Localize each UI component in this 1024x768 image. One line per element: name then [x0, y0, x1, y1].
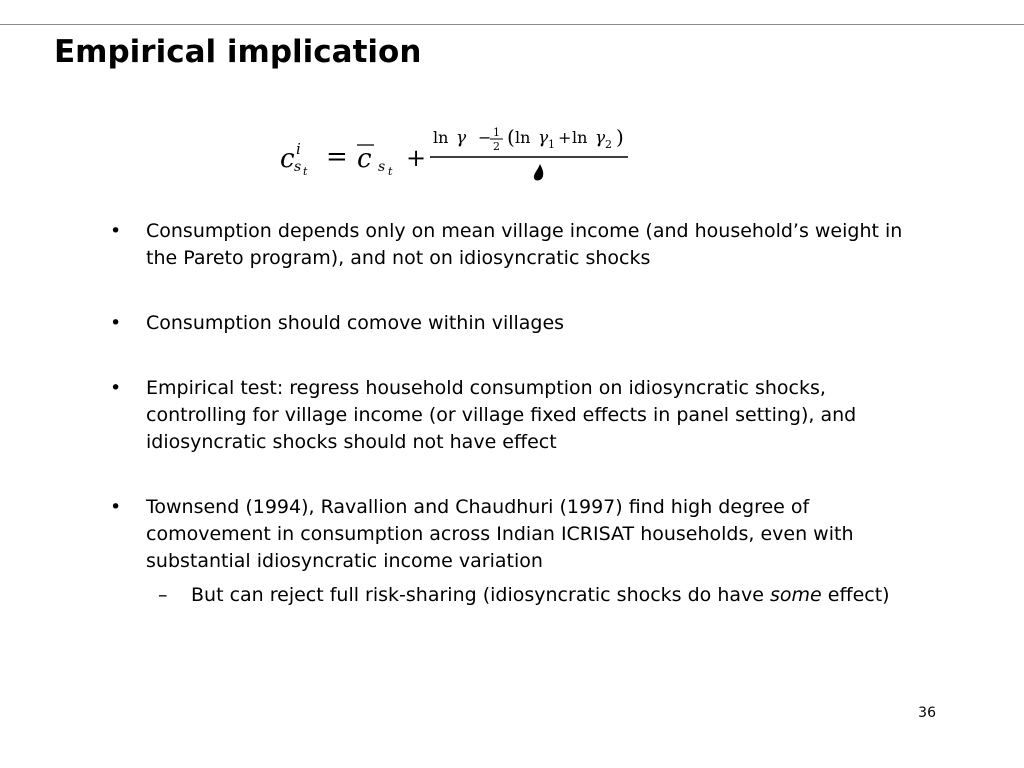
eq-plus-2: + [558, 128, 572, 147]
eq-gamma-2: γ [538, 128, 549, 148]
eq-lhs-sub: s [294, 159, 302, 175]
eq-paren-open: ( [507, 125, 515, 149]
eq-lhs-subsub: t [303, 165, 308, 178]
bullet-text: Consumption depends only on mean village income (and household’s weight in the Pareto program), and not on idiosyncratic shocks [146, 220, 903, 269]
top-divider-line [0, 24, 1024, 25]
bullet-item [110, 375, 910, 456]
eq-plus: + [406, 144, 427, 172]
eq-lhs-c: c [280, 144, 295, 174]
eq-gamma-1: γ [456, 128, 467, 148]
eq-ln-1: ln [433, 128, 449, 147]
eq-lhs-superscript: i [296, 140, 301, 158]
eq-frac-num: 1 [493, 126, 500, 139]
sub-bullet-marker: – [158, 584, 168, 606]
bullet-item [110, 310, 910, 337]
eq-frac-den: 2 [493, 140, 500, 153]
bullet-text: Consumption should comove within villages [146, 312, 565, 334]
bullet-marker: • [110, 496, 122, 518]
eq-paren-close: ) [616, 125, 624, 149]
bullet-text: Empirical test: regress household consumption on idiosyncratic shocks, controlling for village income (or village fixed effects in panel setting), and idiosyncratic shocks should not have effect [146, 377, 857, 453]
bullet-marker: • [110, 220, 122, 242]
eq-denominator-glyph [534, 164, 543, 180]
slide-title: Empirical implication [54, 34, 422, 70]
sub-bullet-emphasis: some [770, 584, 822, 606]
eq-minus: − [478, 128, 492, 147]
page-number: 36 [918, 705, 936, 721]
bullet-text: Townsend (1994), Ravallion and Chaudhuri (1997) find high degree of comovement in consumption across Indian ICRISAT households, even with substantial idiosyncratic income variation [146, 496, 854, 572]
eq-gamma-idx-1: 1 [548, 138, 555, 151]
sub-bullet-text-end: effect) [827, 584, 890, 606]
bullet-item [110, 494, 910, 609]
sub-bullet-item [146, 582, 910, 609]
eq-mean-c: c [357, 144, 372, 174]
sub-bullet-text: But can reject full risk-sharing (idiosyncratic shocks do have [191, 584, 764, 606]
eq-ln-3: ln [572, 128, 588, 147]
bullet-item [110, 218, 910, 272]
bullet-marker: • [110, 312, 122, 334]
equation-svg [270, 120, 640, 190]
eq-equals: = [326, 142, 348, 172]
risk-sharing-equation [270, 120, 640, 190]
eq-gamma-3: γ [595, 128, 606, 148]
bullet-marker: • [110, 377, 122, 399]
eq-ln-2: ln [515, 128, 531, 147]
eq-gamma-idx-2: 2 [605, 138, 612, 151]
eq-rhs-subsub: t [388, 165, 393, 178]
bullet-list [110, 218, 910, 609]
eq-rhs-sub: s [378, 159, 386, 175]
